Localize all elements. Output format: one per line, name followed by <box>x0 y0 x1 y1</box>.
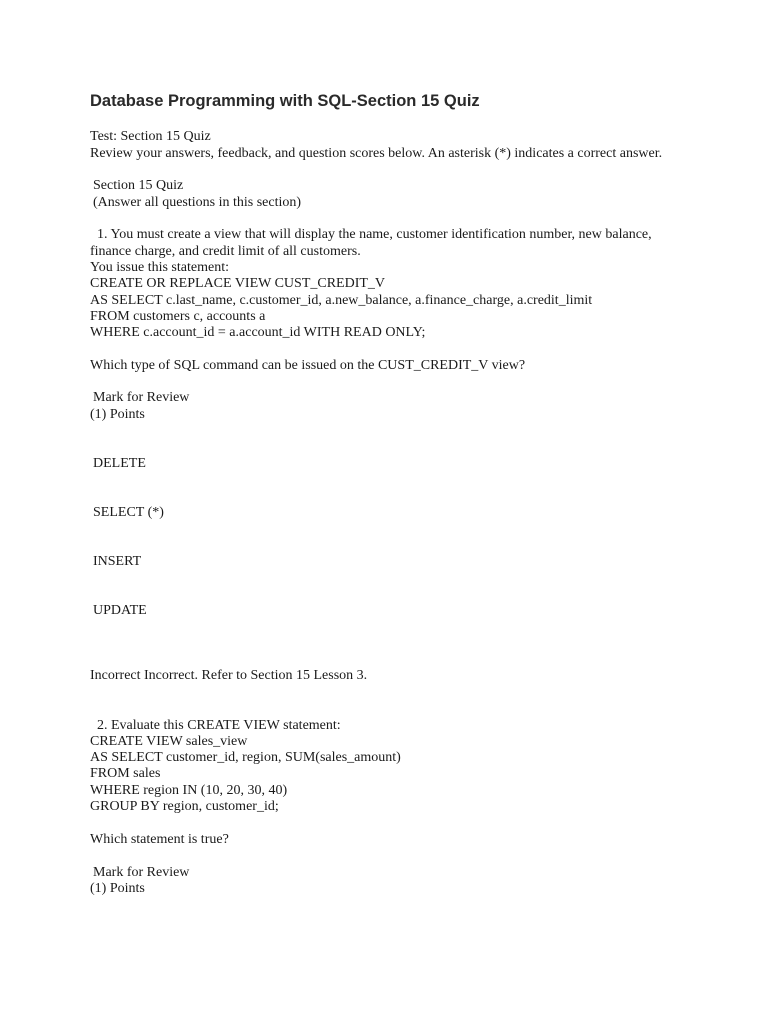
question-1-option: SELECT (*) <box>93 505 164 520</box>
test-label: Test: Section 15 Quiz <box>90 129 211 144</box>
question-1-feedback: Incorrect Incorrect. Refer to Section 15 Lesson 3. <box>90 668 368 683</box>
question-1-prompt: Which type of SQL command can be issued on the CUST_CREDIT_V view? <box>90 358 526 373</box>
question-1-stem-line: 1. You must create a view that will display the name, customer identification number, new balance, <box>97 227 652 242</box>
question-1-code-line: FROM customers c, accounts a <box>90 309 266 324</box>
question-2-code-line: CREATE VIEW sales_view <box>90 734 248 749</box>
section-title: Section 15 Quiz <box>93 178 184 193</box>
question-1-option: UPDATE <box>93 603 147 618</box>
question-1-stem-line: finance charge, and credit limit of all customers. <box>90 244 361 259</box>
review-note: Review your answers, feedback, and question scores below. An asterisk (*) indicates a correct answer. <box>90 146 663 161</box>
question-2-code-line: GROUP BY region, customer_id; <box>90 799 279 814</box>
question-2-code-line: FROM sales <box>90 766 161 781</box>
section-note: (Answer all questions in this section) <box>93 195 302 210</box>
question-2-code-line: AS SELECT customer_id, region, SUM(sales_amount) <box>90 750 401 765</box>
question-1-option: DELETE <box>93 456 146 471</box>
question-1-code-line: AS SELECT c.last_name, c.customer_id, a.new_balance, a.finance_charge, a.credit_limit <box>90 293 593 308</box>
question-2-stem-line: 2. Evaluate this CREATE VIEW statement: <box>97 718 341 733</box>
question-2-points: (1) Points <box>90 881 145 896</box>
document-title: Database Programming with SQL-Section 15 Quiz <box>90 92 480 110</box>
question-1-points: (1) Points <box>90 407 145 422</box>
question-2-code-line: WHERE region IN (10, 20, 30, 40) <box>90 783 288 798</box>
question-1-mark-for-review: Mark for Review <box>93 390 190 405</box>
question-1-option: INSERT <box>93 554 142 569</box>
question-2-prompt: Which statement is true? <box>90 832 229 847</box>
question-1-code-line: WHERE c.account_id = a.account_id WITH READ ONLY; <box>90 325 426 340</box>
question-1-stem-line: You issue this statement: <box>90 260 229 275</box>
question-1-code-line: CREATE OR REPLACE VIEW CUST_CREDIT_V <box>90 276 386 291</box>
question-2-mark-for-review: Mark for Review <box>93 865 190 880</box>
